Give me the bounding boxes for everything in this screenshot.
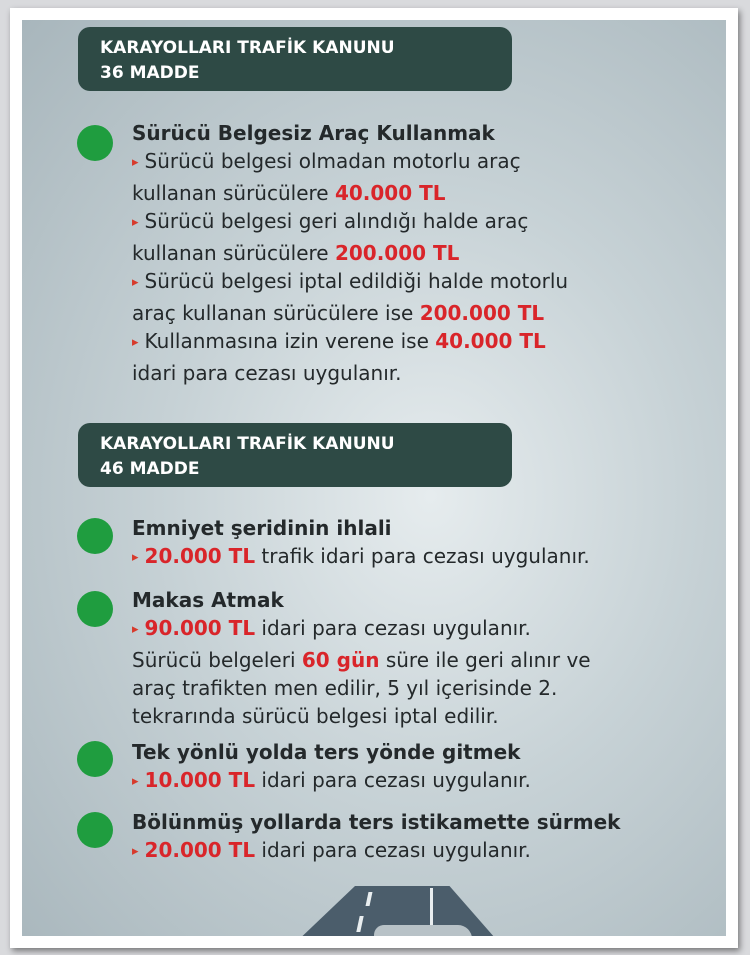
fine-item-divided-road (132, 808, 702, 868)
header-title: KARAYOLLARI TRAFİK KANUNU (100, 38, 395, 58)
header-article: 46 MADDE (100, 459, 200, 479)
fine-line: Sürücü belgeleri 60 gün süre ile geri alınır ve (132, 648, 591, 672)
item-title: Emniyet şeridinin ihlali (132, 516, 392, 540)
bullet-icon (77, 741, 113, 777)
fine-amount: 200.000 TL (334, 241, 460, 265)
fine-amount: 90.000 TL (144, 616, 256, 640)
arrow-icon: ▸ (132, 275, 139, 290)
bullet-icon (77, 812, 113, 848)
fine-item-wrong-way (132, 738, 702, 798)
fine-line: tekrarında sürücü belgesi iptal edilir. (132, 704, 499, 728)
fine-amount: 10.000 TL (144, 768, 256, 792)
fine-amount: 40.000 TL (334, 181, 446, 205)
car-illustration (374, 925, 472, 936)
arrow-icon: ▸ (132, 155, 139, 170)
suspension-days: 60 gün (301, 648, 380, 672)
item-title: Makas Atmak (132, 588, 284, 612)
fine-amount: 20.000 TL (144, 838, 256, 862)
item-title: Tek yönlü yolda ters yönde gitmek (132, 740, 521, 764)
section-header-46 (78, 423, 512, 487)
item-title: Bölünmüş yollarda ters istikamette sürmek (132, 810, 621, 834)
arrow-icon: ▸ (132, 335, 139, 350)
header-title: KARAYOLLARI TRAFİK KANUNU (100, 434, 395, 454)
bullet-icon (77, 518, 113, 554)
fine-line: ▸ Sürücü belgesi geri alındığı halde araç (132, 209, 529, 233)
section-header-36 (78, 27, 512, 91)
fine-line: araç trafikten men edilir, 5 yıl içerisinde 2. (132, 676, 558, 700)
fine-line: ▸ 20.000 TL trafik idari para cezası uygulanır. (132, 544, 590, 568)
fine-amount: 20.000 TL (144, 544, 256, 568)
arrow-icon: ▸ (132, 622, 139, 637)
fine-line: ▸ 10.000 TL idari para cezası uygulanır. (132, 768, 531, 792)
arrow-icon: ▸ (132, 774, 139, 789)
fine-amount: 200.000 TL (419, 301, 545, 325)
fine-line: ▸ Sürücü belgesi olmadan motorlu araç (132, 149, 521, 173)
traffic-fine-poster (22, 20, 726, 936)
fine-line: kullanan sürücülere 40.000 TL (132, 181, 446, 205)
photo-frame (10, 8, 738, 948)
fine-line: ▸ 90.000 TL idari para cezası uygulanır. (132, 616, 531, 640)
fine-item-emergency-lane (132, 514, 702, 574)
fine-line: ▸ Kullanmasına izin verene ise 40.000 TL (132, 329, 546, 353)
fine-line: ▸ Sürücü belgesi iptal edildiği halde motorlu (132, 269, 569, 293)
fine-item-no-license (132, 119, 702, 387)
fine-amount: 40.000 TL (435, 329, 546, 353)
fine-line: kullanan sürücülere 200.000 TL (132, 241, 460, 265)
fine-line: idari para cezası uygulanır. (132, 361, 402, 385)
header-article: 36 MADDE (100, 63, 200, 83)
fine-item-weaving (132, 586, 702, 730)
bullet-icon (77, 125, 113, 161)
fine-line: araç kullanan sürücülere ise 200.000 TL (132, 301, 545, 325)
bullet-icon (77, 591, 113, 627)
arrow-icon: ▸ (132, 844, 139, 859)
item-title: Sürücü Belgesiz Araç Kullanmak (132, 121, 495, 145)
arrow-icon: ▸ (132, 550, 139, 565)
arrow-icon: ▸ (132, 215, 139, 230)
fine-line: ▸ 20.000 TL idari para cezası uygulanır. (132, 838, 531, 862)
